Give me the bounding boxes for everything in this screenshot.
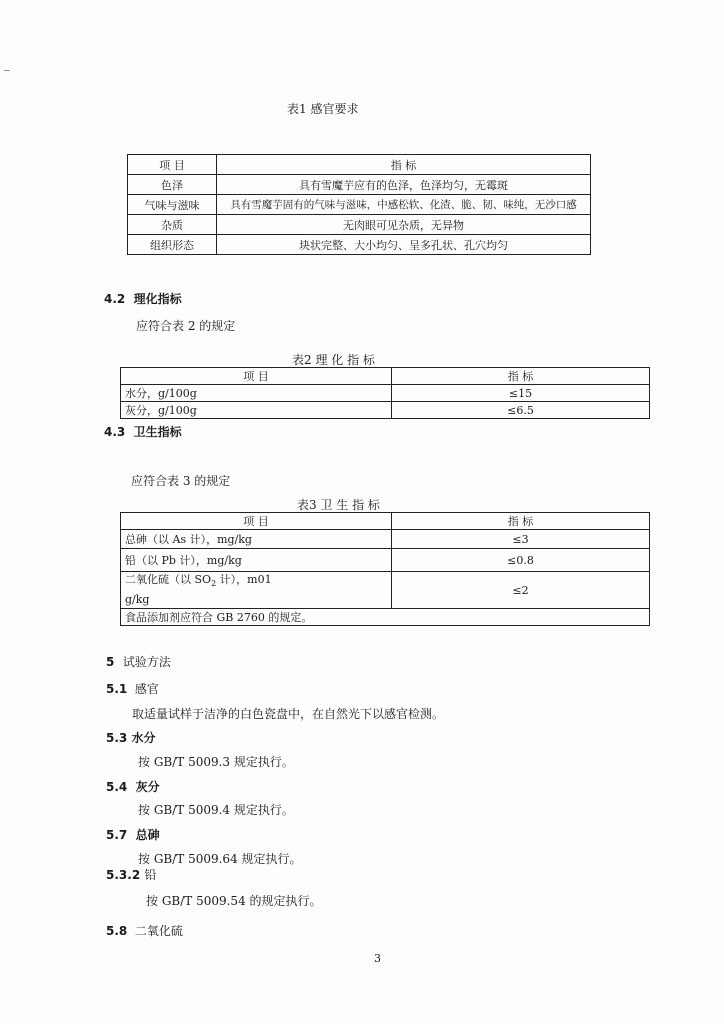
section-number: 5.8: [106, 924, 128, 938]
section-title: 卫生指标: [133, 425, 182, 439]
section-number: 5.1: [106, 682, 128, 696]
section-body-5-3-2: 按 GB/T 5009.54 的规定执行。: [146, 894, 322, 908]
section-number: 5: [106, 655, 115, 669]
table-cell: 组织形态: [128, 235, 217, 255]
table-cell: 总砷（以 As 计），mg/kg: [121, 530, 392, 549]
section-number: 4.3: [104, 425, 126, 439]
table-cell: 块状完整、大小均匀、呈多孔状、孔穴均匀: [217, 235, 591, 255]
table-row: [121, 402, 650, 419]
table-row: [128, 235, 591, 255]
section-heading-4-2: [104, 290, 182, 307]
table-cell: ≤0.8: [392, 549, 650, 572]
table-row: [121, 385, 650, 402]
table-cell: ≤6.5: [392, 402, 650, 419]
section-body-5-1: 取适量试样于洁净的白色瓷盘中，在自然光下以感官检测。: [132, 707, 445, 721]
table-row: [121, 368, 650, 385]
table-cell: 杂质: [128, 215, 217, 235]
table2: [120, 367, 650, 419]
table3: [120, 512, 650, 626]
section-number: 5.7: [106, 828, 128, 842]
section-title: 感官: [134, 682, 159, 696]
section-body-5-3: 按 GB/T 5009.3 规定执行。: [138, 755, 294, 769]
table1-caption: 表1 感官要求: [287, 102, 359, 116]
table-row: [128, 195, 591, 215]
table-cell: ≤3: [392, 530, 650, 549]
table-cell: 铅（以 Pb 计），mg/kg: [121, 549, 392, 572]
table-row: [121, 609, 650, 626]
section-title: 理化指标: [133, 292, 182, 306]
section-heading-5-1: [106, 680, 159, 697]
table-row: [121, 572, 650, 609]
section-title: 试验方法: [122, 655, 171, 669]
section-title: 铅: [144, 868, 157, 882]
table2-header-spec: 指 标: [392, 368, 650, 385]
table3-caption: 表3 卫 生 指 标: [297, 498, 380, 512]
table-cell: ≤15: [392, 385, 650, 402]
section-body-4-2: 应符合表 2 的规定: [136, 319, 236, 333]
section-heading-5-8: [106, 922, 183, 939]
page-number: 3: [374, 952, 381, 965]
table3-header-spec: 指 标: [392, 513, 650, 530]
section-number: 5.3.2: [106, 868, 141, 882]
table-cell: 气味与滋味: [128, 195, 217, 215]
table-row: [128, 155, 591, 175]
section-heading-5-3-2: [106, 866, 156, 883]
section-number: 4.2: [104, 292, 126, 306]
section-heading-5-3: [106, 729, 155, 746]
table-cell: 具有雪魔芋固有的气味与滋味，中感松软、化渣、脆、韧、味纯，无沙口感: [217, 195, 591, 215]
table-row: [128, 175, 591, 195]
section-heading-5-4: [106, 778, 160, 795]
section-heading-4-3: [104, 423, 182, 440]
table-cell: 灰分，g/100g: [121, 402, 392, 419]
table1-header-spec: 指 标: [217, 155, 591, 175]
section-body-4-3: 应符合表 3 的规定: [131, 474, 231, 488]
scan-mark: [4, 70, 10, 71]
section-body-5-4: 按 GB/T 5009.4 规定执行。: [138, 803, 294, 817]
table2-caption: 表2 理 化 指 标: [292, 353, 375, 367]
table-row: [128, 215, 591, 235]
section-title: 灰分: [135, 780, 160, 794]
section-number: 5.3: [106, 731, 128, 745]
table-cell: 二氧化硫（以 $SO_2$ 计），m01 g/kg: [121, 572, 392, 609]
table2-header-item: 项 目: [121, 368, 392, 385]
section-title: 水分: [131, 731, 156, 745]
table-cell: 具有雪魔芋应有的色泽，色泽均匀，无霉斑: [217, 175, 591, 195]
table-footer-note: 食品添加剂应符合 GB 2760 的规定。: [121, 609, 650, 626]
table1-header-item: 项 目: [128, 155, 217, 175]
table-row: [121, 513, 650, 530]
table3-header-item: 项 目: [121, 513, 392, 530]
section-heading-5-7: [106, 826, 160, 843]
table-cell: 水分，g/100g: [121, 385, 392, 402]
table-cell: ≤2: [392, 572, 650, 609]
table-row: [121, 530, 650, 549]
section-heading-5: [106, 653, 171, 670]
section-body-5-7: 按 GB/T 5009.64 规定执行。: [138, 852, 302, 866]
section-title: 总砷: [135, 828, 160, 842]
table-cell: 色泽: [128, 175, 217, 195]
table-row: [121, 549, 650, 572]
table1: [127, 154, 591, 255]
table-cell: 无肉眼可见杂质，无异物: [217, 215, 591, 235]
section-number: 5.4: [106, 780, 128, 794]
section-title: 二氧化硫: [134, 924, 183, 938]
